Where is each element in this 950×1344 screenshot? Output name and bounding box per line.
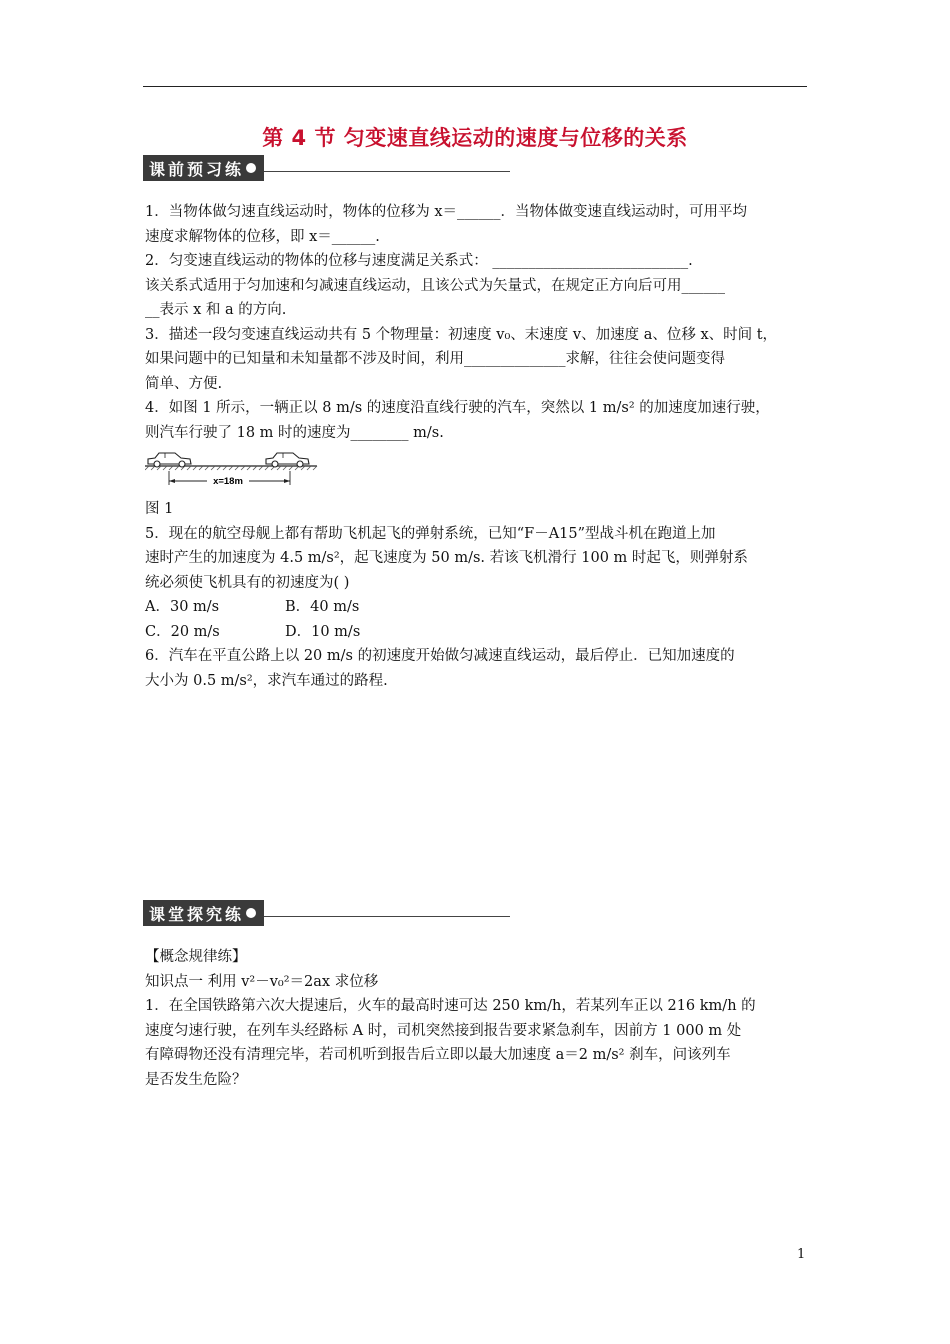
- q6-line2: 大小为 0.5 m/s²，求汽车通过的路程.: [145, 672, 388, 689]
- section-banner-practice: [143, 900, 510, 926]
- q2-line2: 该关系式适用于匀加速和匀减速直线运动，且该公式为矢量式，在规定正方向后可用______: [145, 277, 725, 294]
- section-label: 课前预习练: [149, 159, 245, 179]
- options-row: [145, 620, 810, 645]
- q2-line3: __表示 x 和 a 的方向.: [145, 302, 287, 318]
- preview-questions-continued: [145, 497, 810, 693]
- bullet-dot-icon: [246, 908, 256, 918]
- q3-line3: 简单、方便.: [145, 375, 223, 392]
- q3-line1: 3．描述一段匀变速直线运动共有 5 个物理量：初速度 v₀、末速度 v、加速度 a、位移 x、时间 t，: [145, 326, 778, 343]
- p2-q1-line1: 1．在全国铁路第六次大提速后，火车的最高时速可达 250 km/h，若某列车正以 216 km/h 的: [145, 998, 756, 1014]
- option-c: C．20 m/s: [145, 623, 220, 640]
- distance-label: x=18m: [213, 476, 243, 487]
- car-displacement-figure: [145, 450, 325, 490]
- options-row: [145, 595, 810, 620]
- q1-line2: 速度求解物体的位移，即 x＝______.: [145, 228, 380, 245]
- section-banner-preview: [143, 155, 510, 181]
- p2-q1-line2: 速度匀速行驶，在列车头经路标 A 时，司机突然接到报告要求紧急刹车，因前方 1 000 m 处: [145, 1022, 742, 1039]
- q5-line3: 统必须使飞机具有的初速度为( ): [145, 574, 350, 591]
- preview-questions: [145, 200, 810, 445]
- q3-line2: 如果问题中的已知量和未知量都不涉及时间，利用______________求解，往往会使问题变得: [145, 351, 725, 367]
- banner-rule: [264, 916, 510, 917]
- page-title: 第 4 节 匀变速直线运动的速度与位移的关系: [262, 126, 688, 150]
- q5-line2: 速时产生的加速度为 4.5 m/s²，起飞速度为 50 m/s. 若该飞机滑行 100 m 时起飞，则弹射系: [145, 550, 748, 566]
- bullet-dot-icon: [246, 163, 256, 173]
- q4-line1: 4．如图 1 所示，一辆正以 8 m/s 的速度沿直线行驶的汽车，突然以 1 m/s² 的加速度加速行驶，: [145, 400, 770, 416]
- p2-q1-line3: 有障碍物还没有清理完毕，若司机听到报告后立即以最大加速度 a＝2 m/s² 刹车，问该列车: [145, 1047, 731, 1063]
- option-d: D．10 m/s: [285, 623, 361, 640]
- q2-line1: 2．匀变速直线运动的物体的位移与速度满足关系式： ___________________________.: [145, 253, 693, 269]
- banner-rule: [264, 171, 510, 172]
- q6-line1: 6．汽车在平直公路上以 20 m/s 的初速度开始做匀减速直线运动，最后停止．已知加速度的: [145, 648, 735, 664]
- option-b: B．40 m/s: [285, 599, 360, 615]
- knowledge-point: 知识点一 利用 v²－v₀²＝2ax 求位移: [145, 973, 379, 990]
- part2-heading: 【概念规律练】: [145, 949, 247, 965]
- q5-line1: 5．现在的航空母舰上都有帮助飞机起飞的弹射系统，已知“F－A15”型战斗机在跑道上加: [145, 525, 716, 542]
- practice-questions: [145, 945, 810, 1092]
- figure-caption: 图 1: [145, 501, 174, 517]
- q1-line1: 1．当物体做匀速直线运动时，物体的位移为 x＝______．当物体做变速直线运动时，可用平均: [145, 204, 748, 220]
- q4-line2: 则汽车行驶了 18 m 时的速度为________ m/s.: [145, 424, 444, 441]
- p2-q1-line4: 是否发生危险？: [145, 1071, 247, 1088]
- car-right-icon: [266, 453, 309, 467]
- section-label: 课堂探究练: [149, 904, 245, 924]
- section-label-box: [143, 900, 264, 926]
- option-a: A．30 m/s: [145, 599, 220, 615]
- section-label-box: [143, 155, 264, 181]
- header-rule: [143, 86, 807, 87]
- page-number: 1: [797, 1247, 806, 1262]
- distance-marker: [169, 471, 290, 487]
- car-left-icon: [148, 453, 191, 467]
